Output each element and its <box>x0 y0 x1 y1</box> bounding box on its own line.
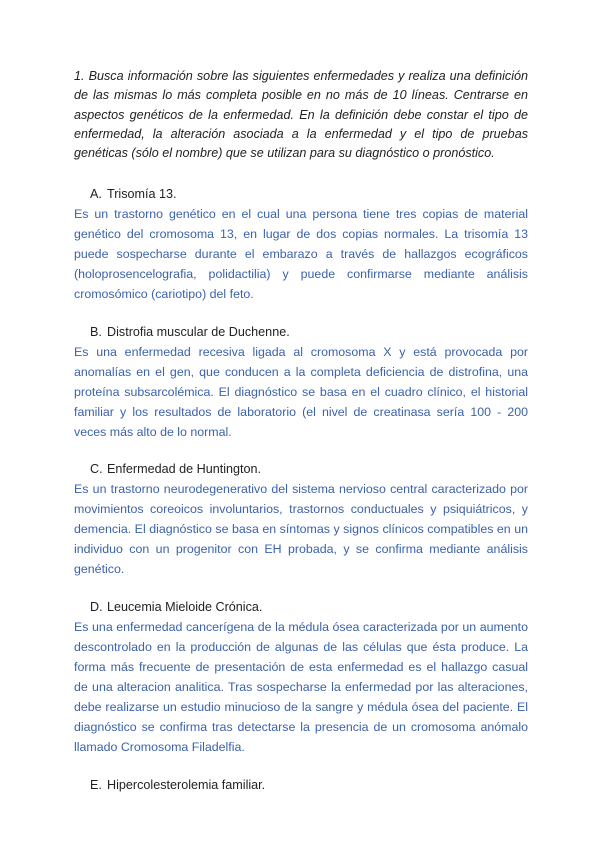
section-letter: E. <box>90 778 102 793</box>
section-letter: A. <box>90 187 102 202</box>
section-heading <box>74 323 528 342</box>
section-heading <box>74 185 528 204</box>
section-letter: B. <box>90 325 102 340</box>
section-title: Distrofia muscular de Duchenne. <box>107 325 290 340</box>
section-letter: C. <box>90 462 103 477</box>
section-heading <box>74 460 528 479</box>
section-title: Hipercolesterolemia familiar. <box>107 778 266 793</box>
section-leukemia <box>74 598 528 757</box>
section-heading <box>74 776 528 795</box>
document-page <box>74 67 528 795</box>
section-heading <box>74 598 528 617</box>
section-duchenne <box>74 323 528 442</box>
section-answer: Es un trastorno genético en el cual una persona tiene tres copias de material genético del cromosoma 13, en lugar de dos copias normales. La trisomía 13 puede sospecharse durante el embarazo a través de hallazgos ecográficos (holoprosencelografia, polidactilia) y puede confirmarse mediante análisis cromosómico (cariotipo) del feto. <box>74 207 528 302</box>
section-letter: D. <box>90 600 103 615</box>
section-answer: Es una enfermedad cancerígena de la médula ósea caracterizada por un aumento descontrolado en la producción de algunas de las células que ésta produce. La forma más frecuente de presentación de esta enfermedad es el hallazgo casual de una alteracion analitica. Tras sospecharse la enfermedad por las alteraciones, debe realizarse un estudio minucioso de la sangre y médula ósea del paciente. El diagnóstico se confirma tras detectarse la presencia de un cromosoma anómalo llamado Cromosoma Filadelfia. <box>74 620 528 755</box>
section-answer: Es una enfermedad recesiva ligada al cromosoma X y está provocada por anomalías en el gen, que conducen a la completa deficiencia de distrofina, una proteína subsarcolémica. El diagnóstico se basa en el cuadro clínico, el historial familiar y los resultados de laboratorio (el nivel de creatinasa sería 100 - 200 veces más alto de lo normal. <box>74 345 528 440</box>
question-text: 1. Busca información sobre las siguientes enfermedades y realiza una definición de las mismas lo más completa posible en no más de 10 líneas. Centrarse en aspectos genéticos de la enfermedad. En la definición debe constar el tipo de enfermedad, la alteración asociada a la enfermedad y el tipo de pruebas genéticas (sólo el nombre) que se utilizan para su diagnóstico o pronóstico. <box>74 69 528 161</box>
section-title: Leucemia Mieloide Crónica. <box>107 600 263 615</box>
section-hypercholesterolemia <box>74 776 528 795</box>
section-title: Enfermedad de Huntington. <box>107 462 262 477</box>
section-huntington <box>74 460 528 579</box>
section-answer: Es un trastorno neurodegenerativo del sistema nervioso central caracterizado por movimientos coreoicos involuntarios, trastornos conductuales y psiquiátricos, y demencia. El diagnóstico se basa en síntomas y signos clínicos compatibles en un individuo con un progenitor con EH probada, y se confirma mediante análisis genético. <box>74 482 528 577</box>
section-trisomy-13 <box>74 185 528 304</box>
section-title: Trisomía 13. <box>107 187 177 202</box>
